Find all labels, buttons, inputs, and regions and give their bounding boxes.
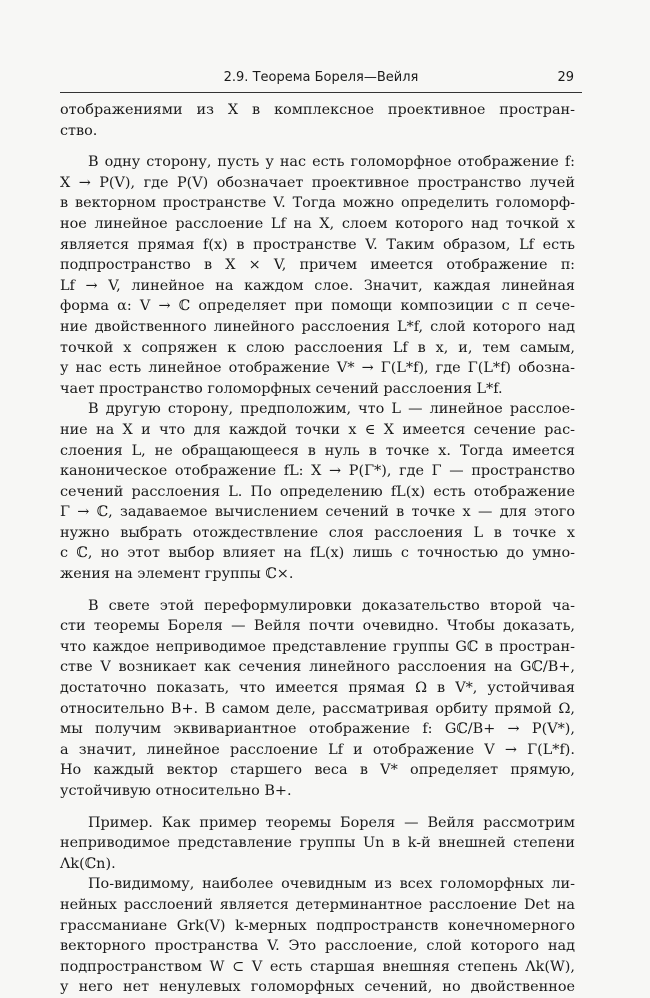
- text-line: нейных расслоений является детерминантное расслоение Det на: [60, 896, 575, 913]
- page-number: 29: [557, 70, 574, 85]
- paragraph: [60, 100, 575, 141]
- body-text: [60, 100, 575, 998]
- text-line: сти теоремы Бореля — Вейля почти очевидно. Чтобы доказать,: [60, 618, 575, 635]
- text-line: а значит, линейное расслоение Lf и отображение V → Γ(L*f).: [60, 741, 575, 758]
- text-line: X → P(V), где P(V) обозначает проективное пространство лучей: [60, 174, 575, 191]
- text-line: с ℂ, но этот выбор влияет на fL(x) лишь с точностью до умно-: [60, 545, 575, 562]
- text-line: нужно выбрать отождествление слоя расслоения L в точке x: [60, 524, 575, 541]
- paragraph-gap: [60, 585, 575, 596]
- text-line: ние на X и что для каждой точки x ∈ X имеется сечение рас-: [60, 421, 575, 438]
- text-line: Λk(ℂn).: [60, 855, 116, 872]
- text-line: что каждое неприводимое представление группы Gℂ в простран-: [60, 638, 575, 655]
- text-line: Γ → ℂ, задаваемое вычислением сечений в точке x — для этого: [60, 504, 575, 521]
- paragraph: [60, 813, 575, 875]
- paragraph: [60, 399, 575, 584]
- text-line: отображениями из X в комплексное проективное простран-: [60, 102, 575, 118]
- text-line: неприводимое представление группы Un в k-й внешней степени: [60, 835, 575, 852]
- text-line: ное линейное расслоение Lf на X, слоем которого над точкой x: [60, 215, 575, 232]
- paragraph: [60, 874, 575, 998]
- running-head: 2.9. Теорема Бореля—Вейля: [223, 70, 419, 85]
- text-line: чает пространство голоморфных сечений расслоения L*f.: [60, 380, 503, 397]
- text-line: подпространство в X × V, причем имеется отображение π:: [60, 257, 575, 274]
- text-line: стве V возникает как сечения линейного расслоения на Gℂ/B+,: [60, 659, 575, 676]
- text-line: слоения L, не обращающееся в нуль в точке x. Тогда имеется: [60, 442, 575, 459]
- text-line: ство.: [60, 122, 98, 139]
- paragraph: [60, 596, 575, 802]
- text-line: в векторном пространстве V. Тогда можно определить голоморф-: [60, 195, 575, 212]
- text-line: достаточно показать, что имеется прямая Ω в V*, устойчивая: [60, 680, 575, 697]
- text-line: жения на элемент группы ℂ×.: [60, 566, 294, 583]
- text-line: мы получим эквивариантное отображение f: Gℂ/B+ → P(V*),: [60, 721, 575, 738]
- text-line: В другую сторону, предположим, что L — линейное расслое-: [88, 401, 575, 418]
- text-line: Но каждый вектор старшего веса в V* определяет прямую,: [60, 762, 575, 779]
- text-line: Lf → V, линейное на каждом слое. Значит, каждая линейная: [60, 277, 575, 294]
- text-line: относительно B+. В самом деле, рассматривая орбиту прямой Ω,: [60, 700, 575, 717]
- text-line: грассманиане Grk(V) k-мерных подпространств конечномерного: [60, 917, 575, 934]
- text-line: является прямая f(x) в пространстве V. Таким образом, Lf есть: [60, 236, 575, 253]
- paragraph-gap: [60, 141, 575, 152]
- text-line: каноническое отображение fL: X → P(Γ*), где Γ — пространство: [60, 463, 575, 480]
- text-line: сечений расслоения L. По определению fL(x) есть отображение: [60, 483, 575, 500]
- text-line: В одну сторону, пусть у нас есть голоморфное отображение f:: [88, 154, 575, 171]
- paragraph: [60, 152, 575, 399]
- text-line: векторного пространства V. Это расслоение, слой которого над: [60, 938, 575, 955]
- text-line: Пример. Как пример теоремы Бореля — Вейля рассмотрим: [88, 814, 575, 831]
- text-line: По-видимому, наиболее очевидным из всех голоморфных ли-: [88, 876, 575, 893]
- text-line: форма α: V → ℂ определяет при помощи композиции с π сече-: [60, 298, 575, 315]
- text-line: у него нет ненулевых голоморфных сечений, но двойственное: [60, 979, 575, 996]
- text-line: В свете этой переформулировки доказательство второй ча-: [88, 597, 575, 614]
- page-header: [60, 64, 582, 93]
- text-line: у нас есть линейное отображение V* → Γ(L*f), где Γ(L*f) обознa-: [60, 360, 575, 377]
- text-line: точкой x сопряжен к слою расслоения Lf в x, и, тем самым,: [60, 339, 575, 356]
- text-line: устойчивую относительно B+.: [60, 783, 292, 799]
- text-line: подпространством W ⊂ V есть старшая внешняя степень Λk(W),: [60, 958, 575, 975]
- paragraph-gap: [60, 802, 575, 813]
- text-line: ние двойственного линейного расслоения L*f, слой которого над: [60, 318, 575, 335]
